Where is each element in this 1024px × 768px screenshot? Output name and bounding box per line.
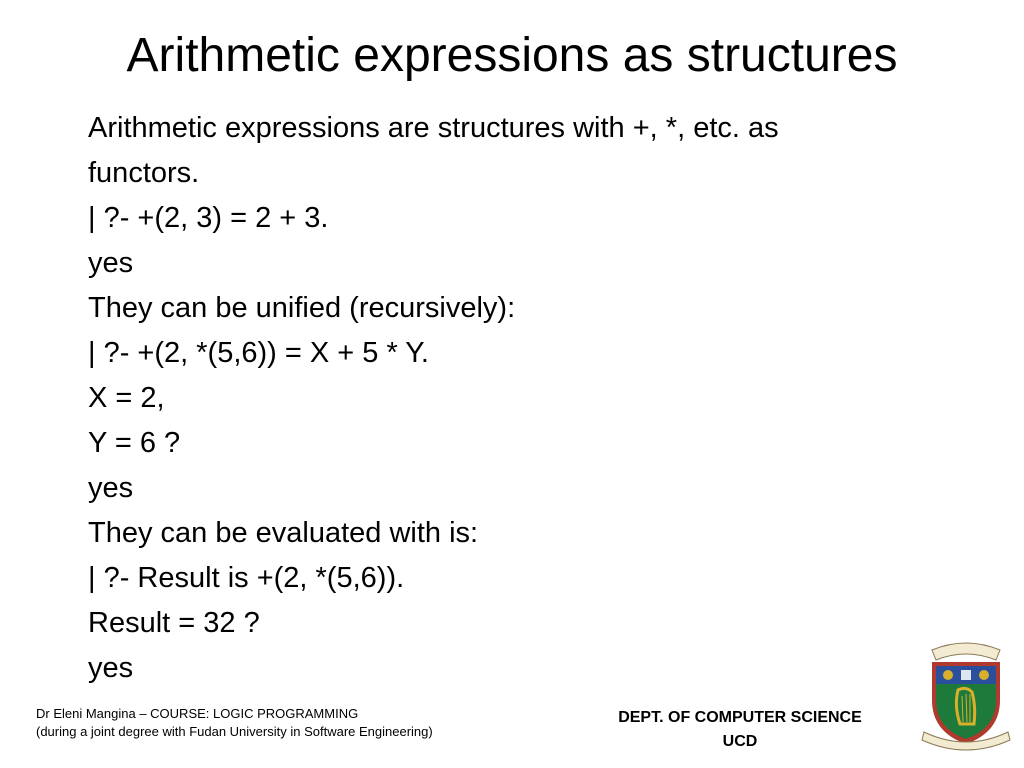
body-line: They can be evaluated with is:: [88, 517, 479, 549]
footer-dept-line: DEPT. OF COMPUTER SCIENCE: [618, 709, 862, 726]
body-line: yes: [88, 472, 134, 504]
body-line: | ?- +(2, 3) = 2 + 3.: [88, 202, 329, 234]
slide-title: Arithmetic expressions as structures: [126, 29, 898, 82]
body-line: Result = 32 ?: [88, 607, 260, 639]
footer-course-info: [36, 705, 433, 741]
footer-note-line: (during a joint degree with Fudan University in Software Engineering): [36, 724, 433, 739]
footer-author-line: Dr Eleni Mangina – COURSE: LOGIC PROGRAMMING: [36, 706, 359, 721]
slide-body: [88, 106, 968, 691]
ucd-crest-icon: [918, 636, 1014, 754]
footer-department: [575, 706, 905, 754]
body-line: yes: [88, 247, 134, 279]
body-line: They can be unified (recursively):: [88, 292, 516, 324]
body-line: yes: [88, 652, 134, 684]
body-line: | ?- +(2, *(5,6)) = X + 5 * Y.: [88, 337, 429, 369]
body-line: X = 2,: [88, 382, 165, 414]
body-line: Arithmetic expressions are structures with +, *, etc. as: [88, 112, 779, 144]
footer-institution-line: UCD: [722, 733, 758, 750]
body-line: Y = 6 ?: [88, 427, 181, 459]
body-line: | ?- Result is +(2, *(5,6)).: [88, 562, 405, 594]
body-line: functors.: [88, 157, 200, 189]
